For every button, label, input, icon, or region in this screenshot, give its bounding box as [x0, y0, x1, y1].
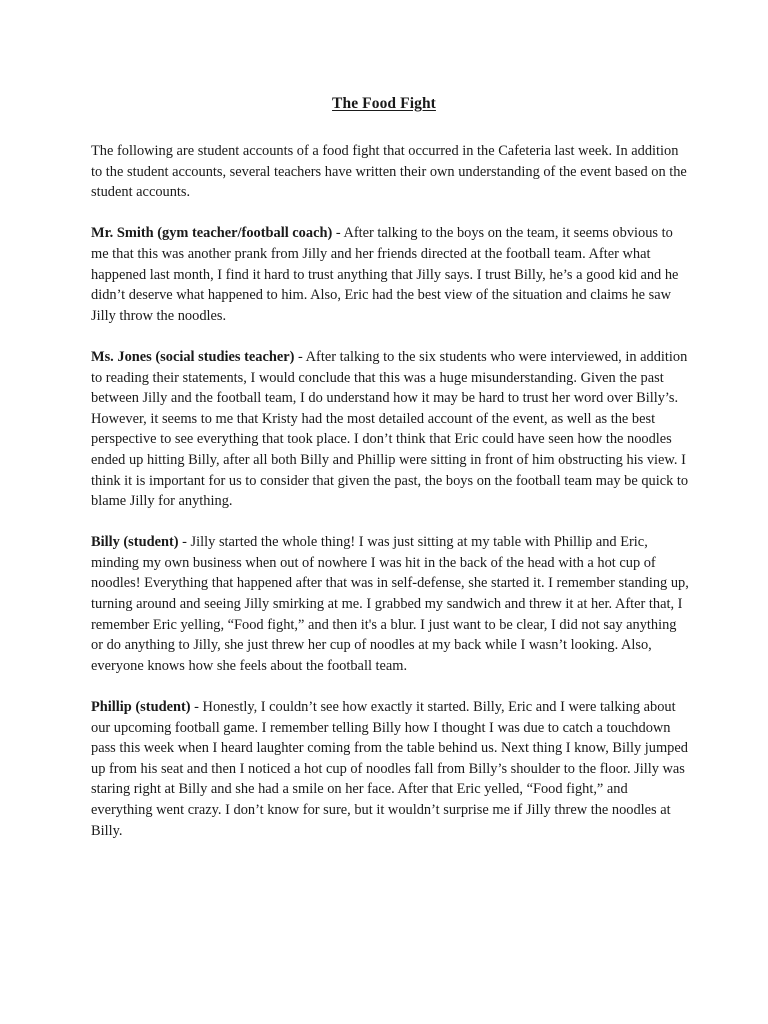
- account-text: - After talking to the boys on the team, it seems obvious to me that this was another prank from Jilly and her friends directed at the football team. After what happened last month, I find it hard to trust anything that Jilly says. I trust Billy, he’s a good kid and he didn’t deserve what happened to him. Also, Eric had the best view of the situation and claims he saw Jilly throw the noodles.: [91, 225, 679, 324]
- document-body: [91, 141, 689, 862]
- account-paragraph-mr-smith: [91, 223, 689, 326]
- intro-paragraph: The following are student accounts of a food fight that occurred in the Cafeteria last week. In addition to the student accounts, several teachers have written their own understanding of the event based on the student accounts.: [91, 143, 687, 201]
- speaker-name: Ms. Jones (social studies teacher): [91, 348, 295, 365]
- account-text: - After talking to the six students who were interviewed, in addition to reading their statements, I would conclude that this was a huge misunderstanding. Given the past between Jilly and the football team, I do understand how it may be hard to trust her word over Billy’s. However, it seems to me that Kristy had the most detailed account of the event, as well as the best perspective to see everything that took place. I don’t think that Eric could have seen how the noodles ended up hitting Billy, after all both Billy and Phillip were sitting in front of him obstructing his view. I think it is important for us to consider that given the past, the boys on the football team may be quick to blame Jilly for anything.: [91, 348, 689, 510]
- speaker-name: Billy (student): [91, 534, 179, 551]
- account-paragraph-phillip: [91, 697, 689, 841]
- speaker-name: Mr. Smith (gym teacher/football coach): [91, 225, 333, 242]
- account-text: - Honestly, I couldn’t see how exactly it started. Billy, Eric and I were talking about our upcoming football game. I remember telling Billy how I thought I was due to catch a touchdown pass this week when I heard laughter coming from the table behind us. Next thing I know, Billy jumped up from his seat and then I noticed a hot cup of noodles fall from Billy’s shoulder to the floor. Jilly was staring right at Billy and she had a smile on her face. After that Eric yelled, “Food fight,” and everything went crazy. I don’t know for sure, but it wouldn’t surprise me if Jilly threw the noodles at Billy.: [91, 699, 688, 839]
- account-paragraph-ms-jones: [91, 347, 689, 512]
- document-title: The Food Fight: [332, 95, 436, 112]
- account-text: - Jilly started the whole thing! I was just sitting at my table with Phillip and Eric, minding my own business when out of nowhere I was hit in the back of the head with a hot cup of noodles! Everything that happened after that was in self-defense, she started it. I remember standing up, turning around and seeing Jilly smirking at me. I grabbed my sandwich and threw it at her. After that, I remember Eric yelling, “Food fight,” and then it's a blur. I just want to be clear, I did not say anything or do anything to Jilly, she just threw her cup of noodles at my back while I wasn’t looking. Also, everyone knows how she feels about the football team.: [91, 534, 689, 674]
- account-paragraph-billy: [91, 532, 689, 676]
- speaker-name: Phillip (student): [91, 699, 191, 716]
